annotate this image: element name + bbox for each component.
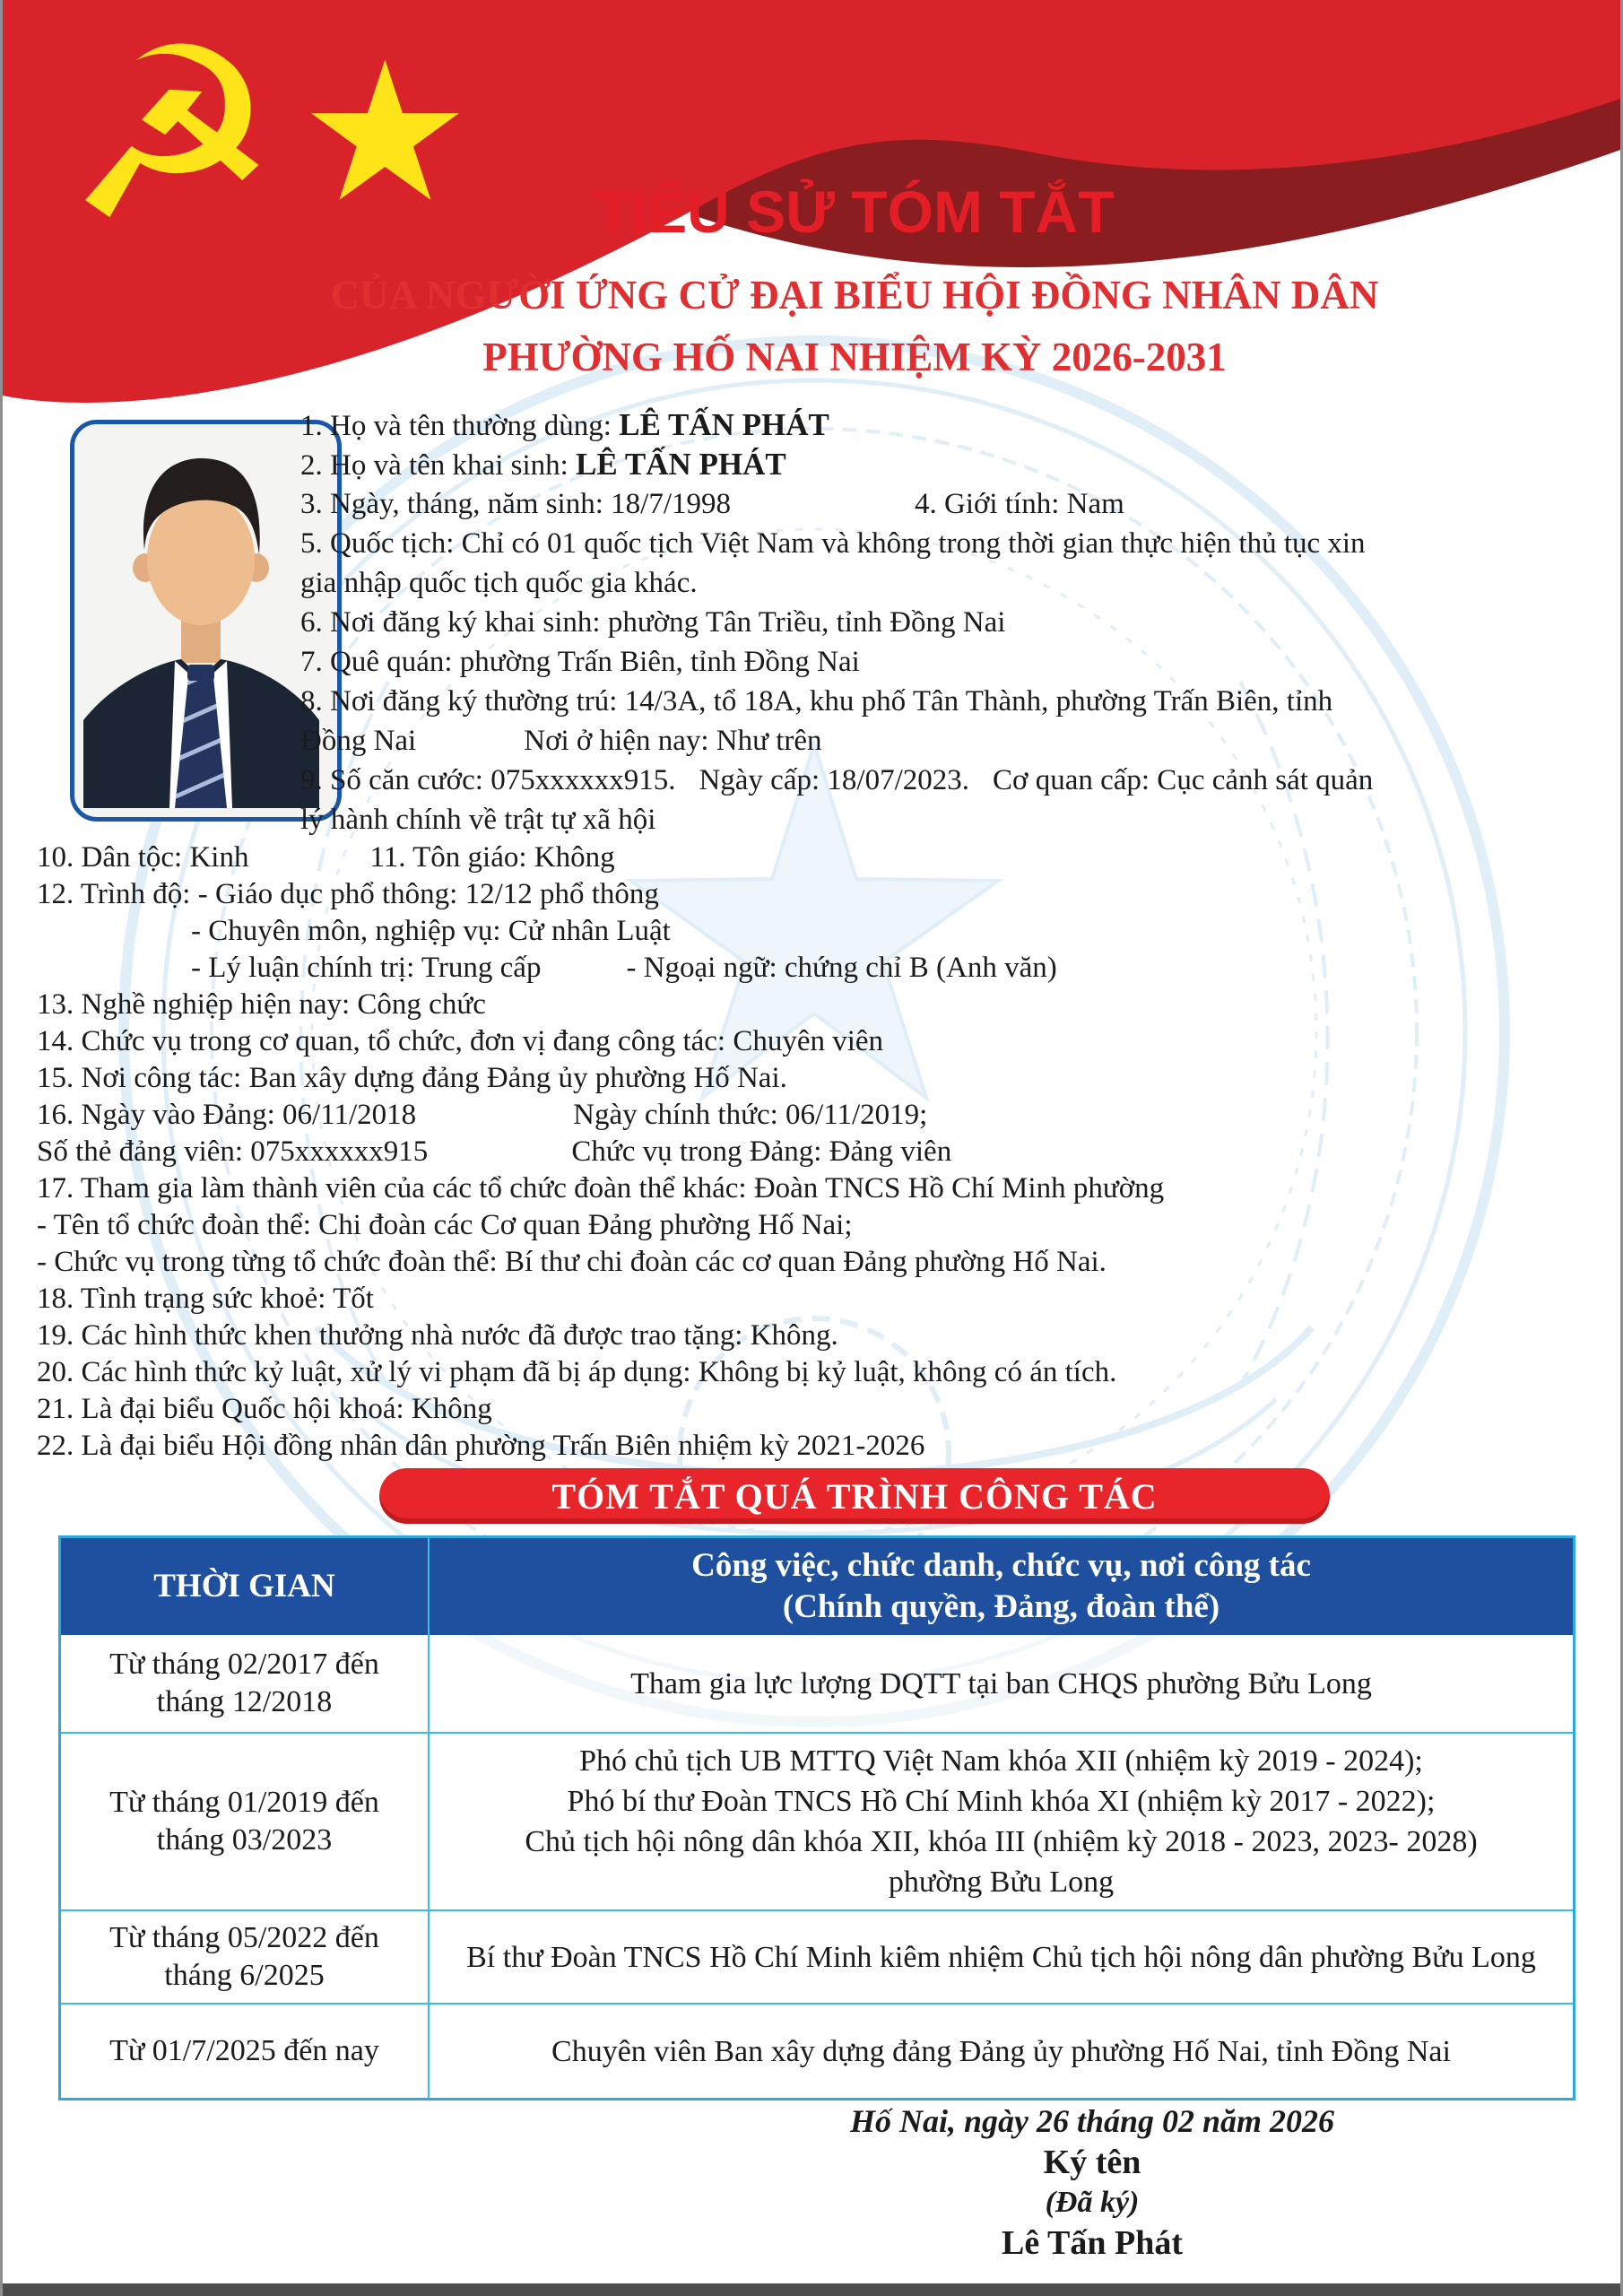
- info-text: Chức vụ trong Đảng: Đảng viên: [571, 1135, 952, 1168]
- table-row: [61, 1732, 1573, 1909]
- cell-time: [61, 1911, 430, 2003]
- table-row: [61, 2003, 1573, 2098]
- info-text: Cơ quan cấp: Cục cảnh sát quản: [992, 764, 1374, 796]
- info-line: [300, 682, 1373, 721]
- info-list-right: [300, 405, 1373, 839]
- page-subtitle-1: CỦA NGƯỜI ỨNG CỬ ĐẠI BIỂU HỘI ĐỒNG NHÂN DÂN: [330, 273, 1379, 317]
- scan-edge-bar: [3, 2283, 1623, 2296]
- table-body: [61, 1635, 1573, 2098]
- info-text: Ngày chính thức: 06/11/2019;: [573, 1099, 928, 1131]
- info-line: [37, 1391, 1164, 1428]
- time-line: Từ tháng 02/2017 đến: [109, 1648, 379, 1681]
- cell-time: [61, 1734, 430, 1909]
- cell-detail: [430, 1734, 1573, 1909]
- info-text: LÊ TẤN PHÁT: [619, 407, 829, 442]
- signature-signed-note: (Đã ký): [1045, 2186, 1140, 2219]
- info-text: 12. Trình độ: - Giáo dục phổ thông: 12/12 phổ thông: [37, 878, 659, 910]
- info-text: 19. Các hình thức khen thưởng nhà nước đã được trao tặng: Không.: [37, 1319, 838, 1352]
- info-line: [37, 950, 1164, 987]
- info-line: [37, 1281, 1164, 1318]
- info-line: [37, 913, 1164, 950]
- info-text: Số thẻ đảng viên: 075xxxxxx915: [37, 1135, 429, 1168]
- table-header-detail: Công việc, chức danh, chức vụ, nơi công tác (Chính quyền, Đảng, đoàn thể): [691, 1547, 1311, 1625]
- info-text: 15. Nơi công tác: Ban xây dựng đảng Đảng ủy phường Hố Nai.: [37, 1062, 787, 1094]
- info-line: [37, 1060, 1164, 1097]
- info-line: [37, 1023, 1164, 1060]
- detail-line: Chủ tịch hội nông dân khóa XII, khóa III (nhiệm kỳ 2018 - 2023, 2023- 2028): [525, 1825, 1478, 1858]
- info-text: 8. Nơi đăng ký thường trú: 14/3A, tổ 18A, khu phố Tân Thành, phường Trấn Biên, tỉnh: [300, 685, 1333, 718]
- info-line: [300, 405, 1373, 445]
- info-line: [37, 1354, 1164, 1391]
- info-text: 10. Dân tộc: Kinh: [37, 841, 249, 874]
- info-text: - Chuyên môn, nghiệp vụ: Cử nhân Luật: [191, 915, 671, 947]
- info-text: 3. Ngày, tháng, năm sinh: 18/7/1998: [300, 488, 731, 520]
- info-line: [37, 1134, 1164, 1170]
- star-icon: ★: [299, 20, 472, 245]
- signature-place-date: Hố Nai, ngày 26 tháng 02 năm 2026: [849, 2103, 1335, 2139]
- info-line: [300, 721, 1373, 761]
- section-banner: TÓM TẮT QUÁ TRÌNH CÔNG TÁC: [379, 1468, 1330, 1524]
- detail-line: Chuyên viên Ban xây dựng đảng Đảng ủy phường Hố Nai, tỉnh Đồng Nai: [551, 2034, 1451, 2068]
- info-line: [300, 563, 1373, 603]
- info-text: Ngày cấp: 18/07/2023.: [699, 764, 969, 796]
- info-text: 22. Là đại biểu Hội đồng nhân dân phường Trấn Biên nhiệm kỳ 2021-2026: [37, 1430, 925, 1462]
- info-text: 14. Chức vụ trong cơ quan, tổ chức, đơn vị đang công tác: Chuyên viên: [37, 1025, 884, 1057]
- detail-line: Bí thư Đoàn TNCS Hồ Chí Minh kiêm nhiệm Chủ tịch hội nông dân phường Bửu Long: [466, 1940, 1536, 1974]
- table-header-row: [61, 1538, 1573, 1635]
- cell-time: [61, 2005, 430, 2098]
- info-line: [37, 1318, 1164, 1354]
- info-line: [37, 1428, 1164, 1465]
- detail-line: phường Bửu Long: [888, 1866, 1115, 1899]
- info-line: [37, 1097, 1164, 1134]
- cell-detail: [430, 2005, 1573, 2098]
- info-text: 1. Họ và tên thường dùng:: [300, 410, 620, 442]
- info-line: [37, 987, 1164, 1023]
- info-text: 5. Quốc tịch: Chỉ có 01 quốc tịch Việt Nam và không trong thời gian thực hiện thủ tục xin: [300, 527, 1366, 560]
- detail-line: Tham gia lực lượng DQTT tại ban CHQS phường Bửu Long: [630, 1666, 1372, 1700]
- info-line: [300, 445, 1373, 484]
- info-line: [37, 839, 1164, 876]
- info-line: [300, 484, 1373, 524]
- info-text: Đồng Nai: [300, 725, 417, 757]
- info-line: [37, 1170, 1164, 1207]
- info-text: 6. Nơi đăng ký khai sinh: phường Tân Triều, tỉnh Đồng Nai: [300, 606, 1006, 639]
- detail-line: Phó chủ tịch UB MTTQ Việt Nam khóa XII (nhiệm kỳ 2019 - 2024);: [579, 1744, 1423, 1778]
- info-line: [300, 603, 1373, 642]
- time-line: Từ tháng 01/2019 đến: [109, 1786, 379, 1819]
- info-text: gia nhập quốc tịch quốc gia khác.: [300, 567, 698, 599]
- info-text: - Ngoại ngữ: chứng chỉ B (Anh văn): [626, 952, 1057, 984]
- hammer-sickle-icon: ☭: [65, 0, 279, 274]
- info-text: 13. Nghề nghiệp hiện nay: Công chức: [37, 988, 486, 1021]
- info-text: - Chức vụ trong từng tổ chức đoàn thể: Bí thư chi đoàn các cơ quan Đảng phường Hố Nai.: [37, 1246, 1107, 1278]
- info-text: 16. Ngày vào Đảng: 06/11/2018: [37, 1099, 417, 1131]
- page-title: TIỂU SỬ TÓM TẮT: [595, 178, 1115, 245]
- info-text: 11. Tôn giáo: Không: [369, 841, 615, 874]
- info-line: [37, 1244, 1164, 1281]
- time-line: Từ tháng 05/2022 đến: [109, 1921, 379, 1954]
- info-line: [300, 524, 1373, 563]
- table-row: [61, 1909, 1573, 2003]
- signature-block: [778, 2100, 1406, 2264]
- info-list-full: [37, 839, 1164, 1465]
- time-line: tháng 12/2018: [156, 1685, 333, 1718]
- portrait-illustration: [74, 424, 328, 808]
- table-row: [61, 1635, 1573, 1732]
- info-text: Nơi ở hiện nay: Như trên: [524, 725, 822, 757]
- info-line: [37, 1207, 1164, 1244]
- time-line: tháng 6/2025: [164, 1959, 325, 1992]
- info-line: [300, 800, 1373, 839]
- time-line: tháng 03/2023: [156, 1823, 333, 1857]
- info-text: 7. Quê quán: phường Trấn Biên, tỉnh Đồng Nai: [300, 646, 860, 678]
- info-text: 2. Họ và tên khai sinh:: [300, 449, 577, 482]
- info-text: 17. Tham gia làm thành viên của các tổ chức đoàn thể khác: Đoàn TNCS Hồ Chí Minh phường: [37, 1172, 1165, 1205]
- cell-time: [61, 1635, 430, 1732]
- info-text: lý hành chính về trật tự xã hội: [300, 804, 656, 836]
- info-text: 21. Là đại biểu Quốc hội khoá: Không: [37, 1393, 492, 1425]
- info-text: 9. Số căn cước: 075xxxxxx915.: [300, 764, 676, 796]
- info-text: 20. Các hình thức kỷ luật, xử lý vi phạm đã bị áp dụng: Không bị kỷ luật, không có án tích.: [37, 1356, 1117, 1388]
- info-text: - Tên tổ chức đoàn thể: Chi đoàn các Cơ quan Đảng phường Hố Nai;: [37, 1209, 853, 1241]
- info-line: [300, 761, 1373, 800]
- signature-name: Lê Tấn Phát: [1001, 2224, 1183, 2262]
- work-history-table: [58, 1535, 1575, 2100]
- info-line: [300, 642, 1373, 682]
- time-line: Từ 01/7/2025 đến nay: [109, 2034, 379, 2067]
- cell-detail: [430, 1911, 1573, 2003]
- info-text: - Lý luận chính trị: Trung cấp: [191, 952, 542, 984]
- info-text: 4. Giới tính: Nam: [914, 488, 1124, 520]
- table-header-time: THỜI GIAN: [61, 1538, 430, 1635]
- signature-label: Ký tên: [1043, 2144, 1141, 2181]
- detail-line: Phó bí thư Đoàn TNCS Hồ Chí Minh khóa XI (nhiệm kỳ 2017 - 2022);: [567, 1785, 1436, 1818]
- info-line: [37, 876, 1164, 913]
- page-subtitle-2: PHƯỜNG HỐ NAI NHIỆM KỲ 2026-2031: [482, 335, 1227, 379]
- info-text: 18. Tình trạng sức khoẻ: Tốt: [37, 1283, 374, 1315]
- info-text: LÊ TẤN PHÁT: [576, 447, 786, 482]
- cell-detail: [430, 1635, 1573, 1732]
